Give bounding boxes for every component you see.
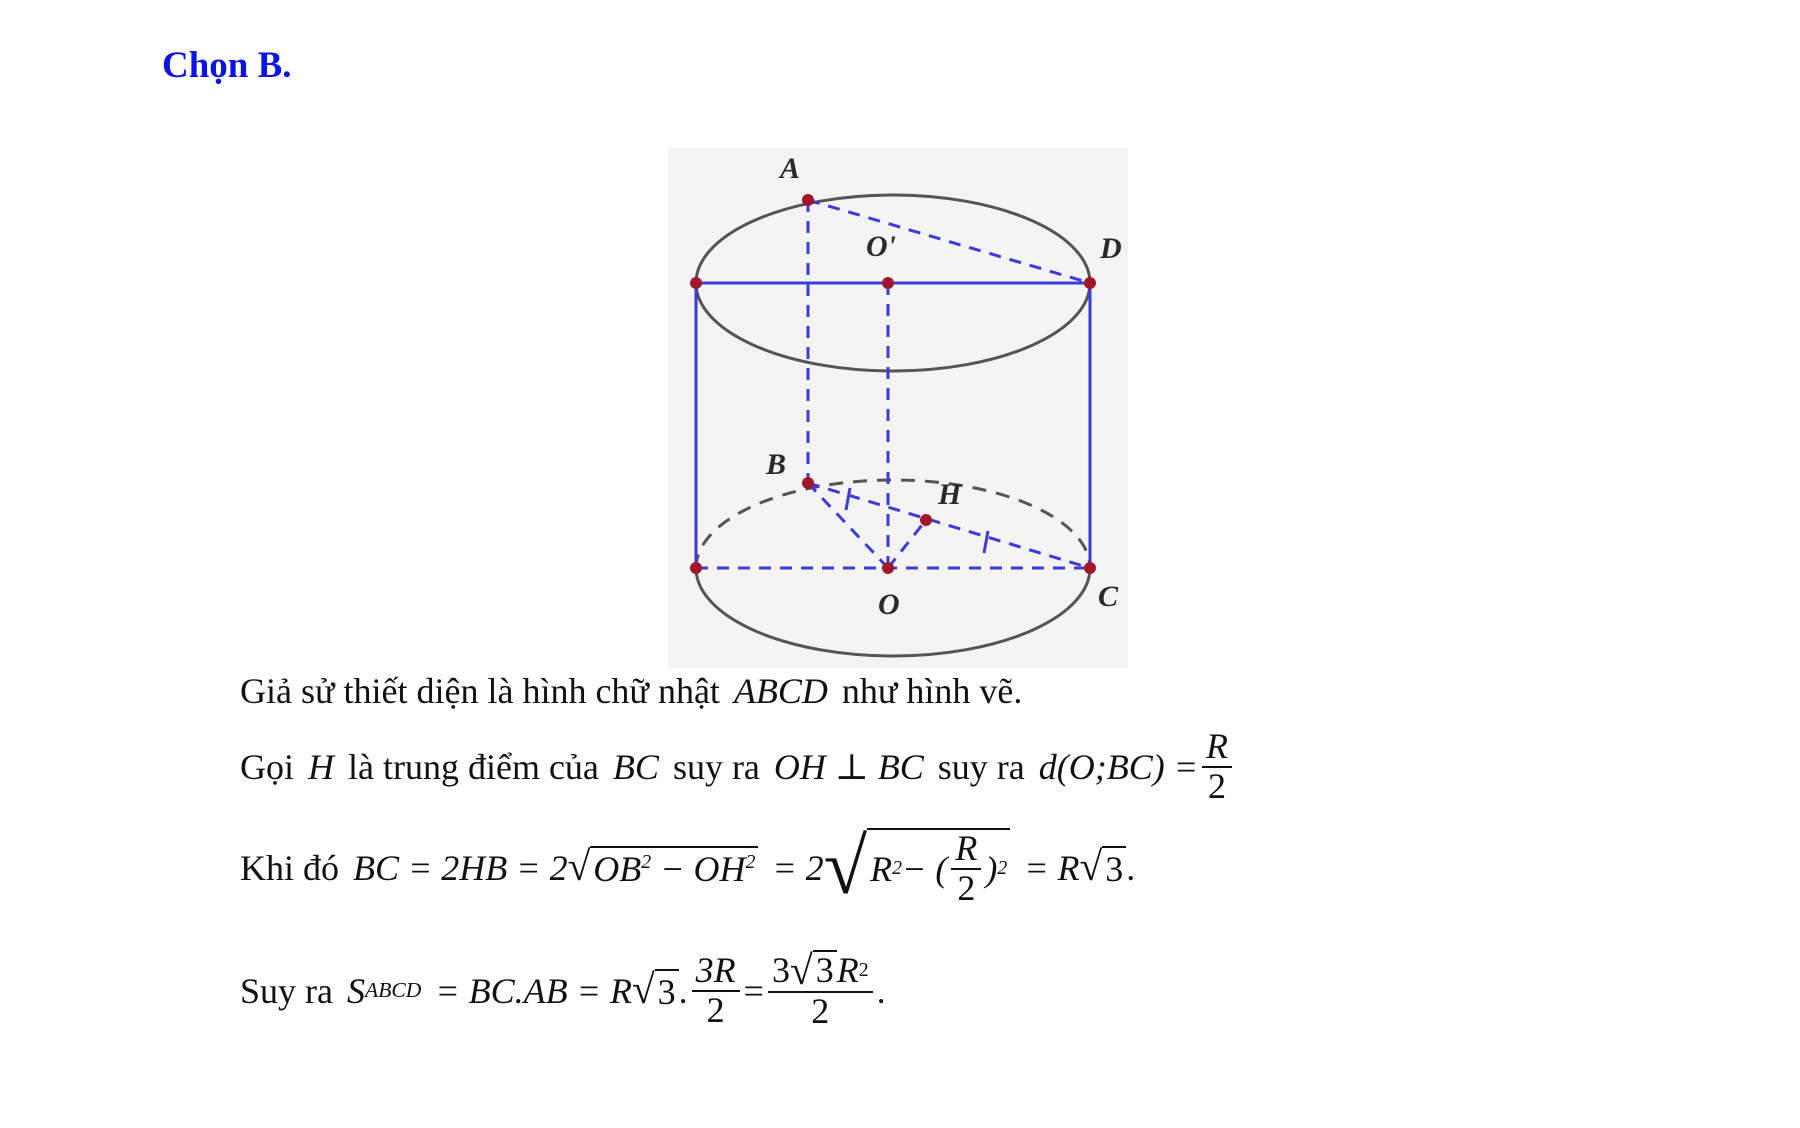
- point-O: [882, 562, 894, 574]
- point-O-prime: [882, 277, 894, 289]
- term-R: R: [836, 949, 859, 990]
- term-paren-open: − (: [902, 848, 948, 889]
- point-H: [920, 514, 932, 526]
- fraction-3sqrt3R2-over-2: [768, 947, 873, 1032]
- label-B: B: [766, 448, 787, 481]
- point-B: [802, 477, 814, 489]
- subscript-ABCD: ABCD: [365, 978, 422, 1003]
- term-OB: OB: [593, 848, 642, 889]
- point-left-top: [690, 277, 702, 289]
- term-paren-close: ): [985, 848, 998, 889]
- dot: .: [678, 970, 688, 1011]
- denominator: 2: [1208, 765, 1227, 806]
- point-D: [1084, 277, 1096, 289]
- point-left-bottom: [690, 562, 702, 574]
- solution-line-3: [240, 823, 1136, 911]
- label-D: D: [1100, 232, 1122, 265]
- math-ABCD: ABCD: [733, 671, 828, 711]
- text: Gọi: [240, 746, 294, 787]
- radicand: 3: [813, 950, 837, 991]
- math-S-eq: = BC.AB = R: [435, 970, 632, 1011]
- exponent: 2: [641, 850, 652, 873]
- label-H: H: [938, 478, 962, 511]
- coefficient: 3: [771, 949, 790, 990]
- period: .: [1126, 847, 1136, 888]
- numerator: 3R: [692, 952, 740, 992]
- term-OH: − OH: [651, 848, 746, 889]
- radicand: 3: [1102, 846, 1126, 890]
- denominator: 2: [811, 991, 830, 1032]
- label-C: C: [1098, 580, 1119, 613]
- text: suy ra: [937, 746, 1025, 787]
- label-A: A: [780, 152, 801, 185]
- math-BC-eq: BC = 2HB = 2: [353, 847, 568, 888]
- answer-heading: Chọn B.: [162, 45, 292, 86]
- solution-line-2: [240, 728, 1236, 806]
- point-A: [802, 194, 814, 206]
- sqrt-OB-OH: √ $OB^2 - OH^2$: [568, 846, 759, 890]
- solution-line-1: [240, 670, 1022, 712]
- label-O-prime: O': [866, 230, 896, 263]
- numerator: R: [951, 830, 981, 870]
- text: Khi đó: [240, 847, 339, 888]
- sqrt-3: √ 3: [790, 950, 837, 991]
- text: như hình vẽ.: [841, 671, 1023, 711]
- label-O: O: [878, 588, 900, 621]
- denominator: 2: [706, 989, 725, 1030]
- math-distance: d(O;BC) =: [1038, 746, 1199, 787]
- exponent: 2: [745, 850, 756, 873]
- math-H: H: [308, 746, 334, 787]
- math-eq-2: = 2: [772, 847, 824, 888]
- sqrt-R-minus-half-R: √ R 2 − ( $\frac{R}{2}$ ) 2: [824, 828, 1011, 908]
- solution-line-4: [240, 947, 886, 1032]
- math-S: S: [347, 970, 365, 1011]
- denominator: 2: [957, 867, 976, 908]
- sqrt-3: √ 3: [1080, 846, 1127, 890]
- point-C: [1084, 562, 1096, 574]
- exponent: 2: [997, 857, 1008, 880]
- equals: =: [743, 970, 764, 1011]
- fraction-3R-over-2: [692, 949, 740, 1030]
- term-R: R: [870, 848, 893, 889]
- cylinder-figure: [668, 148, 1128, 668]
- math-eq-3: = R: [1024, 847, 1080, 888]
- text: Suy ra: [240, 970, 333, 1011]
- text: là trung điểm của: [348, 746, 599, 787]
- period: .: [876, 970, 886, 1011]
- text: Giả sử thiết diện là hình chữ nhật: [240, 671, 720, 711]
- fraction-R-over-2: [951, 830, 981, 908]
- sqrt-3: √ 3: [632, 969, 679, 1013]
- exponent: 2: [892, 857, 903, 880]
- fraction-R-over-2: [1202, 728, 1232, 806]
- math-perpendicular: OH ⊥ BC: [773, 746, 924, 787]
- numerator: R: [1202, 728, 1232, 768]
- text: suy ra: [672, 746, 760, 787]
- math-BC: BC: [612, 746, 659, 787]
- exponent: 2: [858, 959, 869, 982]
- radicand: 3: [655, 969, 679, 1013]
